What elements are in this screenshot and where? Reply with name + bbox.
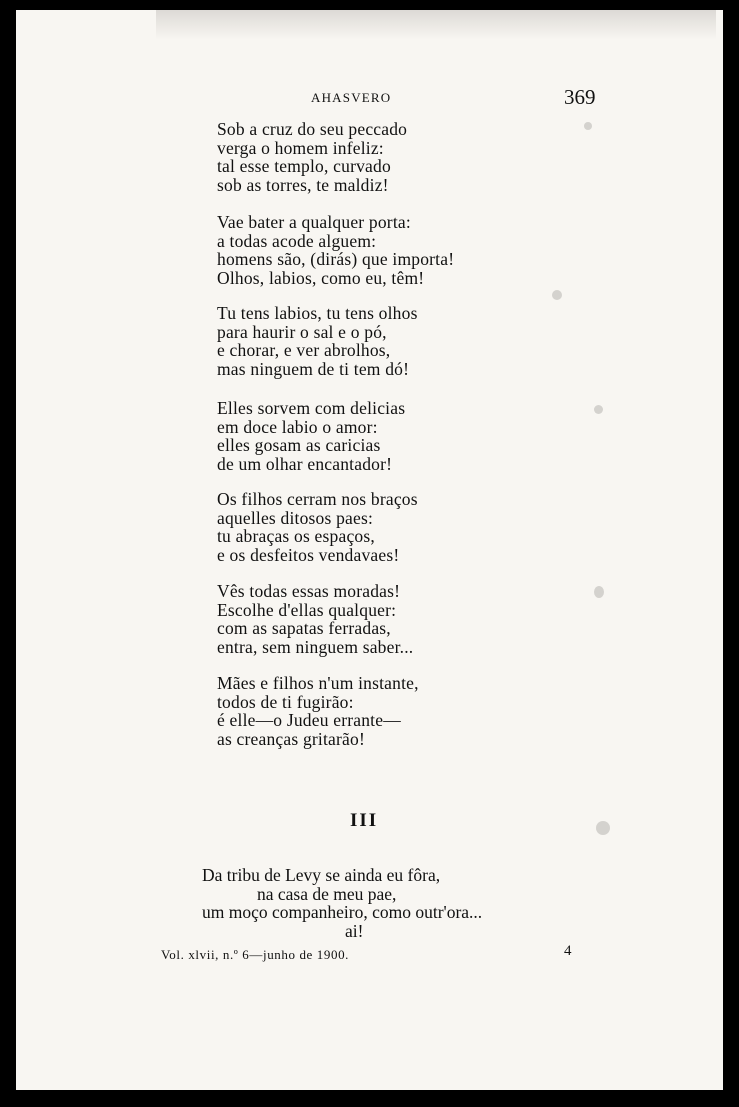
verse-line: as creanças gritarão!	[217, 728, 365, 749]
verse-line: Da tribu de Levy se ainda eu fôra,	[202, 865, 441, 885]
signature-mark: 4	[564, 943, 572, 959]
verse-line: entra, sem ninguem saber...	[217, 636, 414, 657]
verse-line: com as sapatas ferradas,	[217, 618, 391, 639]
verse-line: Escolhe d'ellas qualquer:	[217, 599, 397, 620]
stanza	[217, 213, 454, 287]
verse-line: Olhos, labios, como eu, têm!	[217, 267, 425, 288]
verse-line: e chorar, e ver abrolhos,	[217, 340, 391, 361]
verse-line: elles gosam as caricias	[217, 435, 381, 456]
verse-line: Tu tens labios, tu tens olhos	[217, 303, 418, 323]
page-top-smudge	[156, 10, 716, 40]
verse-line: e os desfeitos vendavaes!	[217, 544, 400, 565]
verse-line: mas ninguem de ti tem dó!	[217, 358, 410, 379]
verse-line: Vês todas essas moradas!	[217, 581, 401, 601]
verse-line: para haurir o sal e o pó,	[217, 321, 387, 342]
verse-line: em doce labio o amor:	[217, 416, 378, 437]
section-verse	[202, 866, 482, 940]
stanza	[217, 490, 418, 564]
verse-line: aquelles ditosos paes:	[217, 507, 374, 528]
verse-line: na casa de meu pae,	[257, 883, 397, 904]
paper-speck	[596, 821, 610, 835]
stanza	[217, 674, 419, 748]
paper-speck	[584, 122, 592, 130]
verse-line: ai!	[345, 920, 364, 941]
stanza	[217, 399, 405, 473]
verse-line: é elle—o Judeu errante—	[217, 710, 401, 731]
stanza	[217, 304, 418, 378]
volume-footer: Vol. xlvii, n.º 6—junho de 1900.	[161, 947, 350, 962]
verse-line: Sob a cruz do seu peccado	[217, 119, 408, 139]
verse-line: sob as torres, te maldiz!	[217, 174, 389, 195]
verse-line: tu abraças os espaços,	[217, 526, 375, 547]
paper-speck	[552, 290, 562, 300]
running-title: AHASVERO	[311, 90, 392, 105]
verse-line: um moço companheiro, como outr'ora...	[202, 902, 483, 923]
page-number: 369	[564, 85, 596, 109]
book-page	[16, 10, 723, 1090]
verse-line: Os filhos cerram nos braços	[217, 489, 418, 509]
paper-speck	[594, 405, 603, 414]
verse-line: a todas acode alguem:	[217, 230, 377, 251]
verse-line: homens são, (dirás) que importa!	[217, 249, 455, 270]
stanza	[217, 120, 407, 194]
verse-line: Mães e filhos n'um instante,	[217, 673, 419, 693]
paper-speck	[594, 586, 604, 598]
verse-line: Elles sorvem com delicias	[217, 398, 406, 418]
verse-line: todos de ti fugirão:	[217, 691, 354, 712]
verse-line: Vae bater a qualquer porta:	[217, 212, 411, 232]
verse-line: verga o homem infeliz:	[217, 137, 384, 158]
verse-line: tal esse templo, curvado	[217, 156, 391, 177]
stanza	[217, 582, 413, 656]
section-heading: III	[350, 810, 379, 831]
verse-line: de um olhar encantador!	[217, 453, 393, 474]
